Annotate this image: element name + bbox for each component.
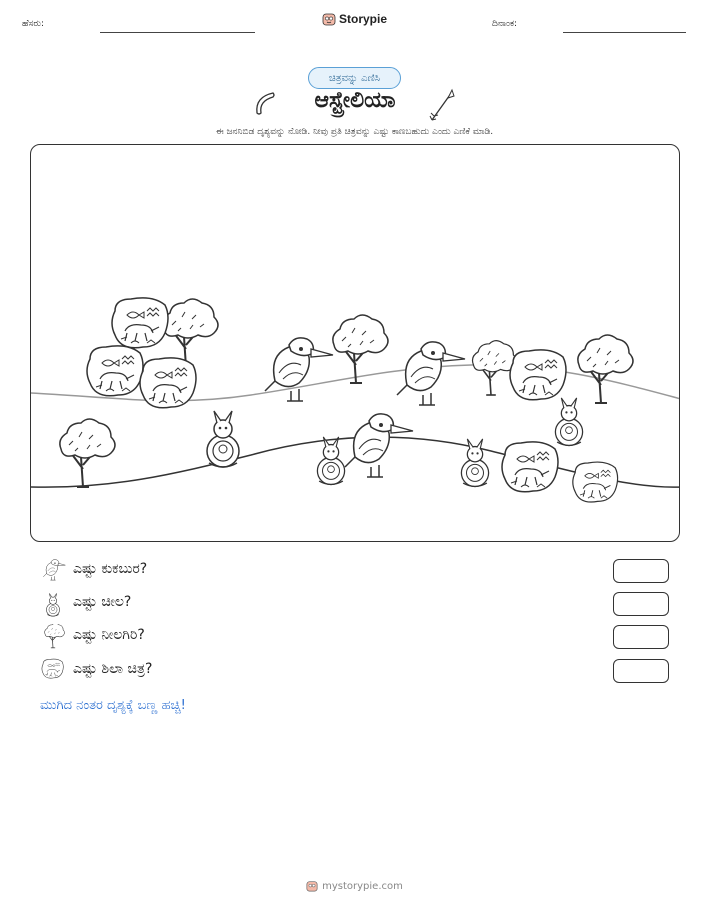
rock-art xyxy=(573,462,618,502)
rock-art-icon xyxy=(40,658,66,684)
activity-badge: ಚಿತ್ರವನ್ನು ಎಣಿಸಿ xyxy=(308,67,401,89)
question-text: ಎಷ್ಟು ನೀಲಗಿರಿ? xyxy=(73,627,145,643)
page-footer xyxy=(0,880,709,892)
answer-box-rock-art[interactable] xyxy=(613,659,669,683)
instructions-text: ಈ ಜನನಿಬಿಡ ದೃಶ್ಯವನ್ನು ನೋಡಿ. ನೀವು ಪ್ರತಿ ಚಿತ್ರವನ್ನು ಎಷ್ಟು ಕಾಣಬಹುದು ಎಂದು ಎಣಿಕೆ ಮಾಡಿ. xyxy=(215,127,494,137)
question-text: ಎಷ್ಟು ಕುಕಬುರ? xyxy=(73,561,148,577)
question-row-kookaburra xyxy=(40,558,670,584)
rock-art xyxy=(502,442,558,492)
answer-box-eucalyptus[interactable] xyxy=(613,625,669,649)
name-label: ಹೆಸರು: xyxy=(22,19,45,29)
page-title: ಆಸ್ಟ್ರೇಲಿಯಾ xyxy=(314,88,396,113)
date-write-line[interactable] xyxy=(563,32,686,33)
answer-box-kangaroo[interactable] xyxy=(613,592,669,616)
answer-box-kookaburra[interactable] xyxy=(613,559,669,583)
counting-scene xyxy=(30,144,680,542)
kangaroo-icon xyxy=(40,591,66,617)
kookaburra-icon xyxy=(40,558,66,584)
eucalyptus-tree xyxy=(578,335,633,403)
eucalyptus-tree xyxy=(163,299,218,367)
storypie-brand xyxy=(322,12,387,26)
rock-art xyxy=(510,350,566,400)
rock-art xyxy=(112,298,168,348)
rock-art xyxy=(140,358,196,408)
question-row-kangaroo xyxy=(40,591,670,617)
date-label: ದಿನಾಂಕ: xyxy=(492,19,518,29)
worksheet-header xyxy=(0,0,709,40)
eucalyptus-tree xyxy=(60,419,115,487)
kookaburra xyxy=(397,342,465,405)
eucalyptus-tree xyxy=(472,341,516,395)
question-row-rock-art xyxy=(40,658,670,684)
question-row-eucalyptus xyxy=(40,624,670,650)
brand-name: Storypie xyxy=(339,12,388,26)
eucalyptus-icon xyxy=(40,624,66,650)
question-text: ಎಷ್ಟು ಶಿಲಾ ಚಿತ್ರ? xyxy=(73,661,153,677)
kangaroo xyxy=(555,398,582,446)
kangaroo xyxy=(317,437,344,485)
footer-site[interactable]: mystorypie.com xyxy=(322,880,403,892)
coloring-instruction: ಮುಗಿದ ನಂತರ ದೃಶ್ಯಕ್ಕೆ ಬಣ್ಣ ಹಚ್ಚಿ! xyxy=(40,698,186,713)
spear-icon xyxy=(428,88,456,122)
question-text: ಎಷ್ಟು ಚೀಲ? xyxy=(73,594,132,610)
kangaroo xyxy=(207,411,239,467)
storypie-logo-icon xyxy=(306,880,318,892)
name-write-line[interactable] xyxy=(100,32,255,33)
rock-art xyxy=(87,346,143,396)
kookaburra xyxy=(345,414,413,477)
storypie-logo-icon xyxy=(322,12,336,26)
